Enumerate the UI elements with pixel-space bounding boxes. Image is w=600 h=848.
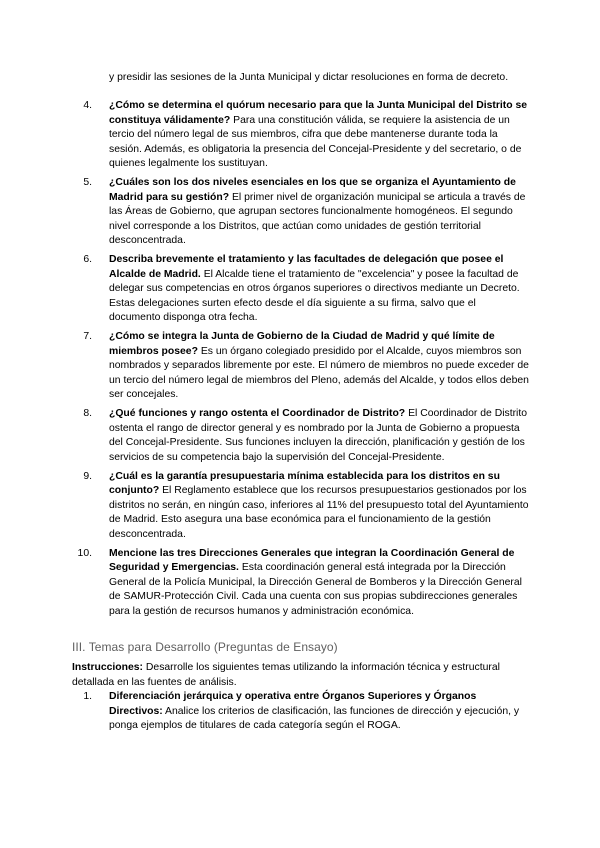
answer-text: Para una constitución válida, se requiere la asistencia de un tercio del número legal de sus miembros, cifra que debe mantenerse durante toda la sesión. Además, es obligatoria la presencia del Concejal-Presidente y del secretario, o de quienes legalmente los sustituyan. — [109, 114, 522, 169]
question-list — [0, 99, 600, 624]
item-number: 6. — [83, 254, 92, 265]
answer-text: El Alcalde tiene el tratamiento de "excelencia" y posee la facultad de delegar sus competencias en otros órganos superiores o directivos mediante un Decreto. Estas delegaciones surten efecto desde el día siguiente a su firma, salvo que el documento disponga otra fecha. — [109, 268, 520, 323]
item-number: 9. — [83, 470, 92, 482]
answer-text: Es un órgano colegiado presidido por el Alcalde, cuyos miembros son nombrados y separados libremente por este. El número de miembros no puede exceder de un tercio del número legal de miembros del Pleno, además del Alcalde, y todos ellos deben ser concejales. — [109, 345, 529, 400]
list-item — [0, 176, 529, 249]
question-text: Mencione las tres Direcciones Generales que integran la Coordinación General de Seguridad y Emergencias. — [109, 547, 515, 573]
answer-text: El Reglamento establece que los recursos presupuestarios gestionados por los distritos no serán, en ningún caso, inferiores al 11% del presupuesto total del Ayuntamiento de Madrid. Esto asegura una base económica para el funcionamiento de la gestión desconcentrada. — [109, 485, 529, 540]
answer-text: Esta coordinación general está integrada por la Dirección General de la Policía Municipal, la Dirección General de Bomberos y la Dirección General de SAMUR-Protección Civil. Cada una cuenta con sus propias subdirecciones generales para la gestión de recursos humanos y administración económica. — [109, 562, 522, 617]
essay-description: Analice los criterios de clasificación, las funciones de dirección y ejecución, y ponga ejemplos de titulares de cada categoría según el ROGA. — [109, 705, 520, 731]
continuation-text: y presidir las sesiones de la Junta Municipal y dictar resoluciones en forma de decreto. — [109, 72, 509, 83]
section-title: III. Temas para Desarrollo (Preguntas de Ensayo) — [72, 640, 338, 654]
list-item — [0, 470, 529, 543]
question-text: ¿Cuál es la garantía presupuestaria mínima establecida para los distritos en su conjunto? — [109, 470, 500, 496]
question-text: ¿Qué funciones y rango ostenta el Coordinador de Distrito? — [109, 408, 406, 419]
list-item — [0, 407, 529, 465]
answer-text: El Coordinador de Distrito ostenta el rango de director general y es nombrado por la Junta de Gobierno a propuesta del Concejal-Presidente. Sus funciones incluyen la dirección, planificación y gestión de los servicios de su competencia bajo la supervisión del Concejal-Presidente. — [109, 408, 528, 463]
answer-text: El primer nivel de organización municipal se articula a través de las Áreas de Gobierno, que agrupan sectores funcionalmente homogéneos. El segundo nivel corresponde a los Distritos, que actúan como unidades de gestión territorial desconcentrada. — [109, 191, 526, 246]
question-text: ¿Cómo se determina el quórum necesario para que la Junta Municipal del Distrito se constituya válidamente? — [109, 100, 528, 126]
item-number: 4. — [83, 100, 92, 111]
instructions-label: Instrucciones: — [72, 662, 144, 673]
essay-topic: Diferenciación jerárquica y operativa entre Órganos Superiores y Órganos Directivos: — [109, 691, 477, 717]
list-item — [0, 253, 529, 326]
list-item — [0, 690, 529, 734]
item-number: 5. — [83, 177, 92, 188]
question-text: ¿Cómo se integra la Junta de Gobierno de la Ciudad de Madrid y qué límite de miembros posee? — [109, 331, 495, 357]
question-text: Describa brevemente el tratamiento y las facultades de delegación que posee el Alcalde de Madrid. — [109, 254, 504, 280]
list-item — [0, 99, 529, 172]
essay-list — [0, 690, 600, 734]
instructions-text: Desarrolle los siguientes temas utilizando la información técnica y estructural detallada en las fuentes de análisis. — [72, 662, 500, 688]
question-text: ¿Cuáles son los dos niveles esenciales en los que se organiza el Ayuntamiento de Madrid para su gestión? — [109, 177, 516, 203]
instructions — [72, 661, 532, 690]
item-number: 7. — [83, 331, 92, 342]
item-number: 10. — [77, 547, 92, 559]
item-number: 1. — [83, 691, 92, 702]
list-item — [0, 330, 529, 403]
item-number: 8. — [83, 408, 92, 419]
list-item — [0, 547, 529, 620]
